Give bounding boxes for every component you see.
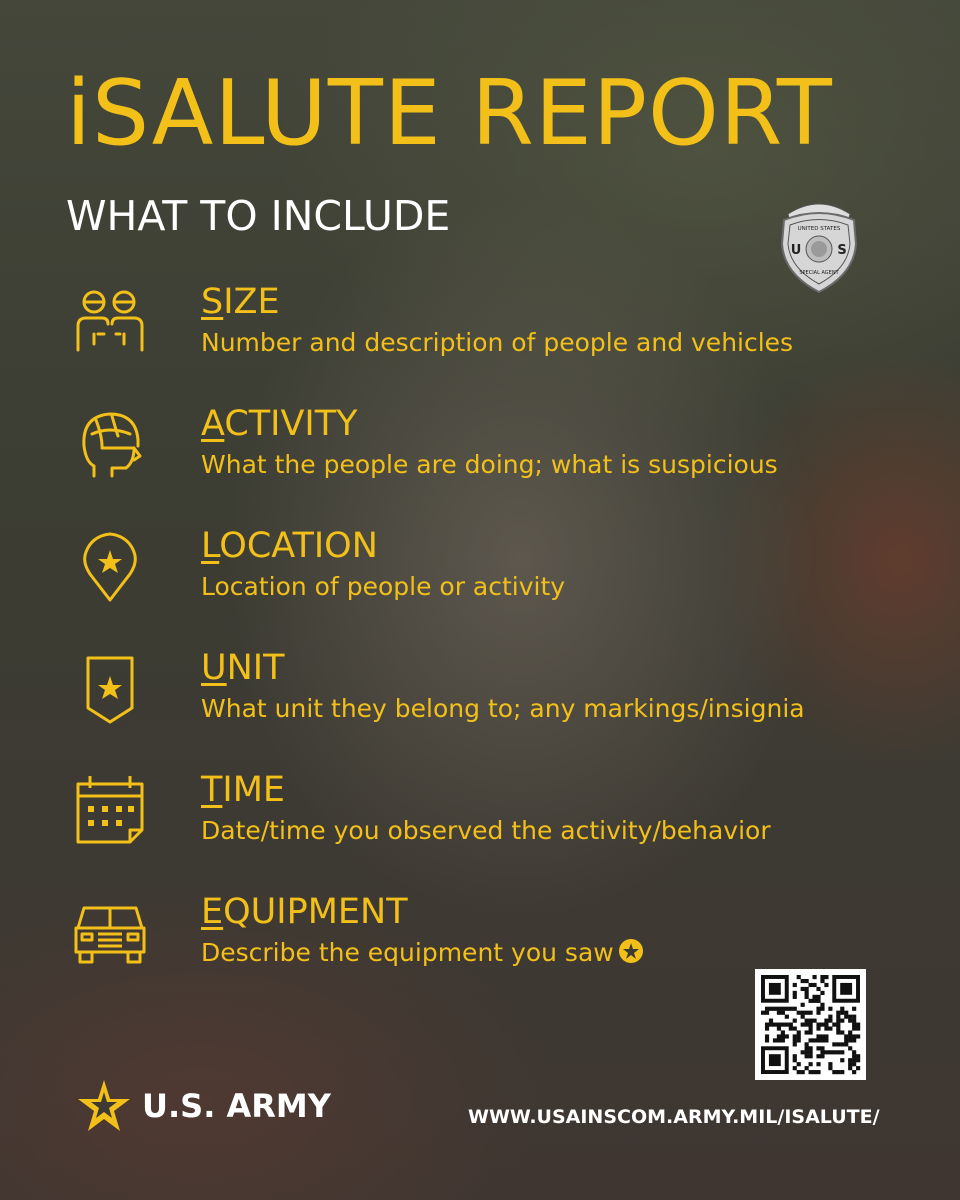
item-label: TIME xyxy=(201,770,286,810)
item-description: Number and description of people and vehicles xyxy=(201,328,794,357)
item-label: EQUIPMENT xyxy=(201,892,408,932)
brand-text: U.S. ARMY xyxy=(142,1087,331,1125)
badge-bottom-text: SPECIAL AGENT xyxy=(799,270,839,276)
badge-left-letter: U xyxy=(790,243,802,258)
item-time xyxy=(0,768,960,878)
item-description: What unit they belong to; any markings/insignia xyxy=(201,694,805,723)
badge-right-letter: S xyxy=(837,243,847,258)
item-activity xyxy=(0,402,960,512)
calendar-icon xyxy=(72,772,148,848)
army-logo xyxy=(76,1078,336,1138)
item-unit xyxy=(0,646,960,756)
people-icon xyxy=(72,284,148,360)
item-description: What the people are doing; what is suspicious xyxy=(201,450,778,479)
qr-code[interactable] xyxy=(755,969,866,1080)
qr-code-icon xyxy=(755,969,866,1080)
soldier-head-icon xyxy=(72,406,148,482)
location-pin-icon xyxy=(72,528,148,604)
item-label: SIZE xyxy=(201,282,280,322)
item-description: Describe the equipment you saw xyxy=(201,936,644,970)
item-location xyxy=(0,524,960,634)
page-subtitle: WHAT TO INCLUDE xyxy=(66,192,451,240)
item-label: ACTIVITY xyxy=(201,404,358,444)
item-description: Location of people or activity xyxy=(201,572,566,601)
unit-patch-icon xyxy=(72,650,148,726)
item-description: Date/time you observed the activity/behavior xyxy=(201,816,771,845)
website-link[interactable]: WWW.USAINSCOM.ARMY.MIL/ISALUTE/ xyxy=(468,1106,880,1128)
badge-top-text: UNITED STATES xyxy=(797,226,841,232)
item-label: UNIT xyxy=(201,648,285,688)
item-label: LOCATION xyxy=(201,526,378,566)
item-size xyxy=(0,280,960,390)
army-star-icon xyxy=(76,1078,132,1134)
star-circle-icon xyxy=(618,938,644,964)
page-title: iSALUTE REPORT xyxy=(66,61,833,166)
vehicle-icon xyxy=(72,894,148,970)
